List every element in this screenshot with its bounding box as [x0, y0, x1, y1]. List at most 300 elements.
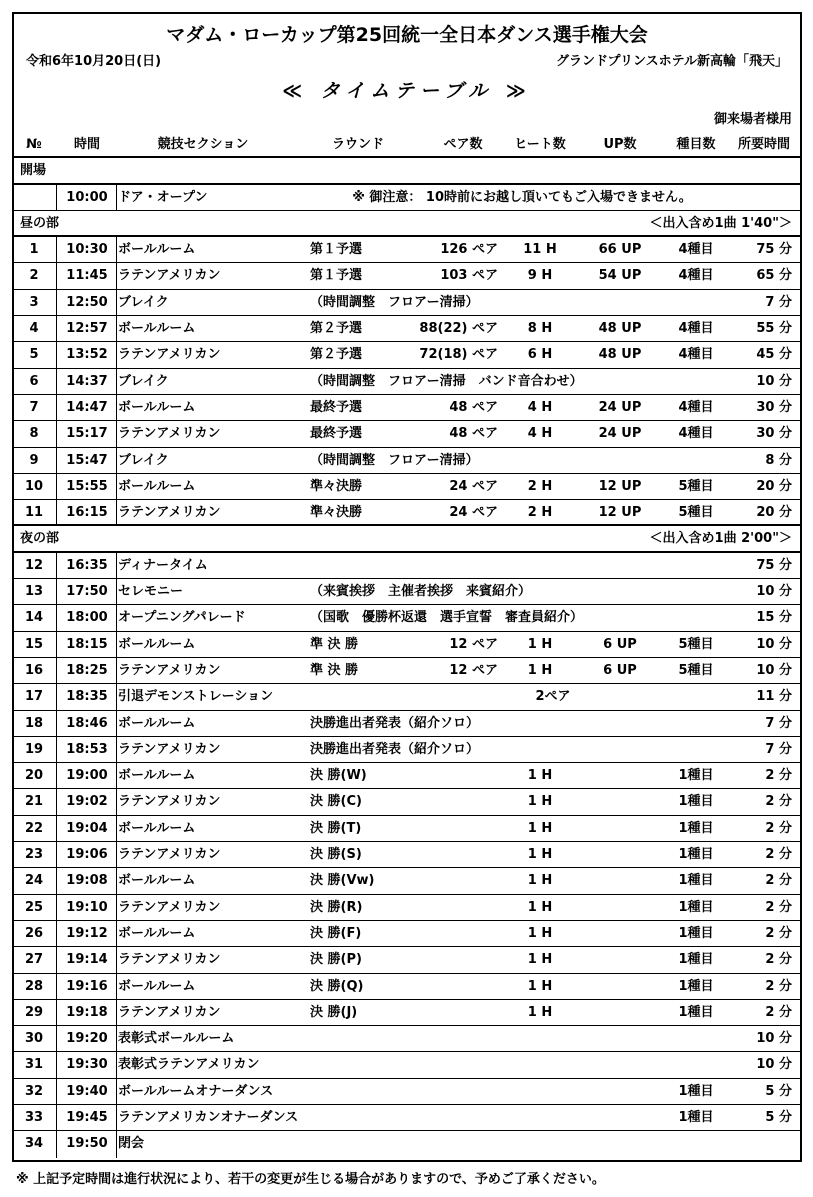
row-duration: 45 分: [756, 347, 792, 363]
table-row: [14, 816, 800, 842]
column-divider: [116, 711, 117, 736]
row-note: 決勝進出者発表（紹介ソロ）: [310, 715, 480, 731]
row-round: 準々決勝: [310, 505, 363, 521]
row-kinds: 4種目: [678, 426, 714, 442]
column-divider: [56, 448, 57, 473]
row-number: 20: [24, 768, 44, 784]
table-row: [14, 395, 800, 421]
row-number: 6: [29, 373, 39, 389]
row-kinds: 5種目: [678, 662, 714, 678]
table-row: [14, 342, 800, 368]
column-divider: [116, 605, 117, 630]
row-heats: 8 H: [527, 321, 553, 337]
row-round: 準 決 勝: [310, 662, 359, 678]
column-divider: [116, 1000, 117, 1025]
column-divider: [116, 763, 117, 788]
row-kinds: 4種目: [678, 268, 714, 284]
section-label: 夜の部: [20, 531, 60, 547]
table-row: [14, 448, 800, 474]
section-note: ＜出入含め1曲 1'40"＞: [649, 215, 792, 231]
column-divider: [116, 448, 117, 473]
row-round: 最終予選: [310, 399, 363, 415]
row-section: ラテンアメリカンオナーダンス: [118, 1109, 299, 1125]
row-time: 19:16: [66, 978, 108, 994]
row-duration: 15 分: [756, 610, 792, 626]
row-pairs: 24 ペア: [449, 478, 498, 494]
row-time: 18:35: [66, 689, 108, 705]
row-heats: 1 H: [527, 978, 553, 994]
row-section: ラテンアメリカン: [118, 268, 221, 284]
column-divider: [56, 1105, 57, 1130]
row-section: ラテンアメリカン: [118, 847, 221, 863]
table-row: [14, 263, 800, 289]
row-heats: 1 H: [527, 899, 553, 915]
timetable-sheet: [12, 12, 802, 1162]
row-heats: 9 H: [527, 268, 553, 284]
column-divider: [116, 842, 117, 867]
row-note: （国歌 優勝杯返還 選手宣誓 審査員紹介）: [310, 610, 584, 626]
table-row: [14, 474, 800, 500]
column-divider: [56, 632, 57, 657]
row-number: 3: [29, 294, 39, 310]
row-number: 1: [29, 242, 39, 258]
row-duration: 2 分: [765, 794, 792, 810]
row-round: 第２予選: [310, 321, 363, 337]
table-row: [14, 369, 800, 395]
table-row: [14, 185, 800, 211]
row-note: （時間調整 フロアー清掃）: [310, 294, 479, 310]
row-number: 18: [24, 715, 44, 731]
row-heats: 6 H: [527, 347, 553, 363]
col-up: UP数: [603, 137, 637, 152]
table-row: [14, 1026, 800, 1052]
section-label: 開場: [20, 163, 47, 179]
row-round: 準々決勝: [310, 478, 363, 494]
row-section: ラテンアメリカン: [118, 952, 221, 968]
row-duration: 7 分: [765, 741, 792, 757]
row-kinds: 1種目: [678, 925, 714, 941]
section-row: [14, 526, 800, 552]
row-time: 12:50: [66, 294, 108, 310]
column-divider: [116, 474, 117, 499]
row-time: 16:35: [66, 557, 108, 573]
row-time: 18:53: [66, 741, 108, 757]
row-up: 12 UP: [598, 478, 642, 494]
row-number: 23: [24, 847, 44, 863]
row-kinds: 1種目: [678, 794, 714, 810]
row-pairs-note: 2ペア: [535, 689, 571, 705]
table-row: [14, 1105, 800, 1131]
row-duration: 2 分: [765, 847, 792, 863]
table-row: [14, 868, 800, 894]
row-section: 閉会: [118, 1136, 145, 1152]
row-duration: 10 分: [756, 662, 792, 678]
row-time: 19:50: [66, 1136, 108, 1152]
table-row: [14, 658, 800, 684]
column-divider: [56, 921, 57, 946]
row-time: 18:15: [66, 636, 108, 652]
column-divider: [56, 579, 57, 604]
row-duration: 2 分: [765, 952, 792, 968]
column-divider: [56, 1000, 57, 1025]
row-duration: 10 分: [756, 373, 792, 389]
column-divider: [116, 395, 117, 420]
row-round: 決 勝(F): [310, 925, 362, 941]
table-row: [14, 579, 800, 605]
row-number: 8: [29, 426, 39, 442]
row-up: 6 UP: [603, 636, 637, 652]
page-title: マダム・ローカップ第25回統一全日本ダンス選手権大会: [166, 24, 648, 46]
row-heats: 1 H: [527, 873, 553, 889]
row-up: 48 UP: [598, 347, 642, 363]
col-heats: ヒート数: [514, 137, 566, 152]
row-note: （来賓挨拶 主催者挨拶 来賓紹介）: [310, 584, 532, 600]
row-note: ※ 御注意： 10時前にお越し頂いてもご入場できません。: [352, 189, 692, 205]
row-time: 19:45: [66, 1109, 108, 1125]
row-duration: 2 分: [765, 899, 792, 915]
row-duration: 7 分: [765, 715, 792, 731]
row-up: 24 UP: [598, 399, 642, 415]
row-time: 11:45: [66, 268, 108, 284]
column-divider: [116, 974, 117, 999]
row-note: （時間調整 フロアー清掃）: [310, 452, 479, 468]
row-section: 引退デモンストレーション: [118, 689, 274, 705]
row-round: 決 勝(W): [310, 768, 367, 784]
row-up: 24 UP: [598, 426, 642, 442]
row-section: ラテンアメリカン: [118, 1004, 221, 1020]
row-section: 表彰式ラテンアメリカン: [118, 1057, 260, 1073]
column-divider: [116, 1052, 117, 1077]
row-up: 48 UP: [598, 321, 642, 337]
table-row: [14, 500, 800, 526]
row-section: ボールルーム: [118, 873, 196, 889]
row-heats: 11 H: [523, 242, 557, 258]
row-duration: 2 分: [765, 768, 792, 784]
row-section: ボールルーム: [118, 820, 196, 836]
column-divider: [56, 658, 57, 683]
table-row: [14, 1079, 800, 1105]
column-divider: [56, 895, 57, 920]
row-kinds: 1種目: [678, 768, 714, 784]
row-pairs: 88(22) ペア: [419, 321, 498, 337]
row-pairs: 126 ペア: [440, 242, 498, 258]
row-duration: 10 分: [756, 1031, 792, 1047]
row-section: ラテンアメリカン: [118, 794, 221, 810]
timetable: [14, 132, 800, 1158]
column-divider: [116, 816, 117, 841]
row-section: オープニングパレード: [118, 610, 246, 626]
row-kinds: 1種目: [678, 1004, 714, 1020]
row-section: ラテンアメリカン: [118, 426, 221, 442]
row-duration: 2 分: [765, 873, 792, 889]
row-round: 第２予選: [310, 347, 363, 363]
row-pairs: 12 ペア: [449, 662, 498, 678]
row-section: ディナータイム: [118, 557, 208, 573]
column-divider: [116, 579, 117, 604]
column-divider: [56, 711, 57, 736]
row-heats: 1 H: [527, 820, 553, 836]
row-kinds: 5種目: [678, 505, 714, 521]
column-divider: [56, 185, 57, 210]
row-heats: 4 H: [527, 399, 553, 415]
row-kinds: 1種目: [678, 899, 714, 915]
table-row: [14, 632, 800, 658]
table-row: [14, 684, 800, 710]
column-divider: [56, 237, 57, 262]
col-duration: 所要時間: [737, 137, 790, 152]
row-round: 決 勝(J): [310, 1004, 358, 1020]
row-time: 13:52: [66, 347, 108, 363]
section-row: [14, 211, 800, 237]
column-divider: [116, 868, 117, 893]
column-divider: [56, 816, 57, 841]
row-time: 19:20: [66, 1031, 108, 1047]
column-divider: [56, 369, 57, 394]
row-round: 決 勝(S): [310, 847, 362, 863]
column-divider: [116, 263, 117, 288]
row-heats: 1 H: [527, 768, 553, 784]
column-divider: [116, 1026, 117, 1051]
column-divider: [116, 500, 117, 524]
row-number: 33: [24, 1109, 44, 1125]
row-number: 12: [24, 557, 44, 573]
row-time: 10:00: [66, 189, 108, 205]
column-divider: [116, 290, 117, 315]
row-number: 24: [24, 873, 44, 889]
row-section: ボールルームオナーダンス: [118, 1083, 274, 1099]
row-round: 第１予選: [310, 268, 363, 284]
row-number: 2: [29, 268, 39, 284]
row-duration: 75 分: [756, 242, 792, 258]
row-duration: 2 分: [765, 978, 792, 994]
row-round: 決 勝(Q): [310, 978, 364, 994]
row-duration: 5 分: [765, 1083, 792, 1099]
row-time: 15:47: [66, 452, 108, 468]
row-section: セレモニー: [118, 584, 184, 600]
table-row: [14, 842, 800, 868]
row-number: 28: [24, 978, 44, 994]
row-section: ボールルーム: [118, 925, 196, 941]
row-kinds: 5種目: [678, 636, 714, 652]
row-time: 19:30: [66, 1057, 108, 1073]
row-time: 19:18: [66, 1004, 108, 1020]
row-up: 66 UP: [598, 242, 642, 258]
table-header: [14, 132, 800, 158]
table-row: [14, 1000, 800, 1026]
row-number: 5: [29, 347, 39, 363]
row-section: ラテンアメリカン: [118, 505, 221, 521]
row-duration: 2 分: [765, 1004, 792, 1020]
column-divider: [116, 185, 117, 210]
column-divider: [116, 342, 117, 367]
row-number: 34: [24, 1136, 44, 1152]
row-pairs: 103 ペア: [440, 268, 498, 284]
row-round: 決 勝(Vw): [310, 873, 375, 889]
row-number: 15: [24, 636, 44, 652]
row-heats: 1 H: [527, 952, 553, 968]
row-number: 26: [24, 925, 44, 941]
row-pairs: 48 ペア: [449, 426, 498, 442]
col-no: №: [26, 137, 42, 152]
column-divider: [56, 395, 57, 420]
row-number: 32: [24, 1083, 44, 1099]
column-divider: [56, 263, 57, 288]
table-row: [14, 947, 800, 973]
row-duration: 11 分: [756, 689, 792, 705]
row-number: 25: [24, 899, 44, 915]
row-duration: 30 分: [756, 399, 792, 415]
table-row: [14, 553, 800, 579]
table-row: [14, 237, 800, 263]
column-divider: [116, 921, 117, 946]
row-time: 17:50: [66, 584, 108, 600]
col-round: ラウンド: [331, 137, 384, 152]
table-row: [14, 1052, 800, 1078]
row-number: 11: [24, 505, 44, 521]
row-time: 19:14: [66, 952, 108, 968]
row-time: 15:17: [66, 426, 108, 442]
row-pairs: 24 ペア: [449, 505, 498, 521]
footer-note: ※ 上記予定時間は進行状況により、若干の変更が生じる場合がありますので、予めご了承ください。: [16, 1172, 605, 1187]
row-duration: 10 分: [756, 636, 792, 652]
row-note: （時間調整 フロアー清掃 バンド音合わせ）: [310, 373, 583, 389]
row-number: 4: [29, 321, 39, 337]
column-divider: [116, 369, 117, 394]
row-time: 18:46: [66, 715, 108, 731]
column-divider: [56, 421, 57, 446]
row-time: 19:40: [66, 1083, 108, 1099]
row-up: 54 UP: [598, 268, 642, 284]
audience-label: 御来場者様用: [713, 112, 792, 127]
row-up: 12 UP: [598, 505, 642, 521]
column-divider: [116, 1079, 117, 1104]
table-row: [14, 605, 800, 631]
row-heats: 1 H: [527, 636, 553, 652]
row-section: ボールルーム: [118, 399, 196, 415]
row-time: 16:15: [66, 505, 108, 521]
row-duration: 75 分: [756, 557, 792, 573]
row-heats: 1 H: [527, 847, 553, 863]
row-time: 19:00: [66, 768, 108, 784]
column-divider: [56, 947, 57, 972]
row-section: ラテンアメリカン: [118, 899, 221, 915]
column-divider: [56, 342, 57, 367]
row-number: 22: [24, 820, 44, 836]
table-row: [14, 421, 800, 447]
row-duration: 30 分: [756, 426, 792, 442]
col-pairs: ペア数: [443, 137, 483, 152]
column-divider: [56, 290, 57, 315]
row-section: ブレイク: [118, 373, 169, 389]
row-section: ボールルーム: [118, 715, 196, 731]
table-row: [14, 763, 800, 789]
row-round: 決 勝(P): [310, 952, 362, 968]
column-divider: [116, 553, 117, 578]
row-heats: 1 H: [527, 1004, 553, 1020]
column-divider: [116, 316, 117, 341]
table-row: [14, 316, 800, 342]
column-divider: [56, 1026, 57, 1051]
section-note: ＜出入含め1曲 2'00"＞: [649, 531, 792, 547]
row-pairs: 48 ペア: [449, 399, 498, 415]
row-time: 14:37: [66, 373, 108, 389]
row-duration: 20 分: [756, 478, 792, 494]
row-section: 表彰式ボールルーム: [118, 1031, 235, 1047]
row-duration: 5 分: [765, 1109, 792, 1125]
column-divider: [116, 684, 117, 709]
column-divider: [56, 1079, 57, 1104]
row-section: ボールルーム: [118, 636, 196, 652]
row-number: 29: [24, 1004, 44, 1020]
row-up: 6 UP: [603, 662, 637, 678]
row-heats: 1 H: [527, 662, 553, 678]
row-number: 9: [29, 452, 39, 468]
table-row: [14, 895, 800, 921]
row-duration: 10 分: [756, 584, 792, 600]
event-venue: グランドプリンスホテル新高輪「飛天」: [555, 54, 788, 69]
column-divider: [116, 658, 117, 683]
row-kinds: 1種目: [678, 1109, 714, 1125]
row-round: 最終予選: [310, 426, 363, 442]
row-heats: 2 H: [527, 505, 553, 521]
row-section: ラテンアメリカン: [118, 741, 221, 757]
row-round: 決 勝(R): [310, 899, 363, 915]
column-divider: [56, 500, 57, 524]
row-time: 12:57: [66, 321, 108, 337]
row-pairs: 72(18) ペア: [419, 347, 498, 363]
row-duration: 8 分: [765, 452, 792, 468]
row-heats: 1 H: [527, 794, 553, 810]
col-time: 時間: [73, 137, 100, 152]
col-section: 競技セクション: [157, 137, 249, 152]
column-divider: [116, 1131, 117, 1157]
row-kinds: 1種目: [678, 847, 714, 863]
row-number: 30: [24, 1031, 44, 1047]
column-divider: [56, 974, 57, 999]
column-divider: [116, 947, 117, 972]
row-section: ブレイク: [118, 452, 169, 468]
row-kinds: 1種目: [678, 952, 714, 968]
column-divider: [56, 1052, 57, 1077]
row-time: 18:25: [66, 662, 108, 678]
column-divider: [56, 1131, 57, 1157]
column-divider: [56, 868, 57, 893]
event-date: 令和6年10月20日(日): [26, 54, 162, 69]
row-kinds: 4種目: [678, 399, 714, 415]
row-kinds: 1種目: [678, 873, 714, 889]
row-time: 19:12: [66, 925, 108, 941]
page-subtitle: ≪ タイムテーブル ≫: [282, 80, 532, 102]
row-kinds: 4種目: [678, 242, 714, 258]
row-duration: 20 分: [756, 505, 792, 521]
row-kinds: 4種目: [678, 321, 714, 337]
column-divider: [56, 842, 57, 867]
row-kinds: 1種目: [678, 978, 714, 994]
row-duration: 7 分: [765, 294, 792, 310]
row-time: 14:47: [66, 399, 108, 415]
column-divider: [116, 789, 117, 814]
row-pairs: 12 ペア: [449, 636, 498, 652]
row-section: ラテンアメリカン: [118, 347, 221, 363]
row-time: 15:55: [66, 478, 108, 494]
column-divider: [56, 684, 57, 709]
table-row: [14, 789, 800, 815]
row-heats: 4 H: [527, 426, 553, 442]
table-row: [14, 974, 800, 1000]
row-section: ラテンアメリカン: [118, 662, 221, 678]
column-divider: [56, 316, 57, 341]
column-divider: [56, 789, 57, 814]
